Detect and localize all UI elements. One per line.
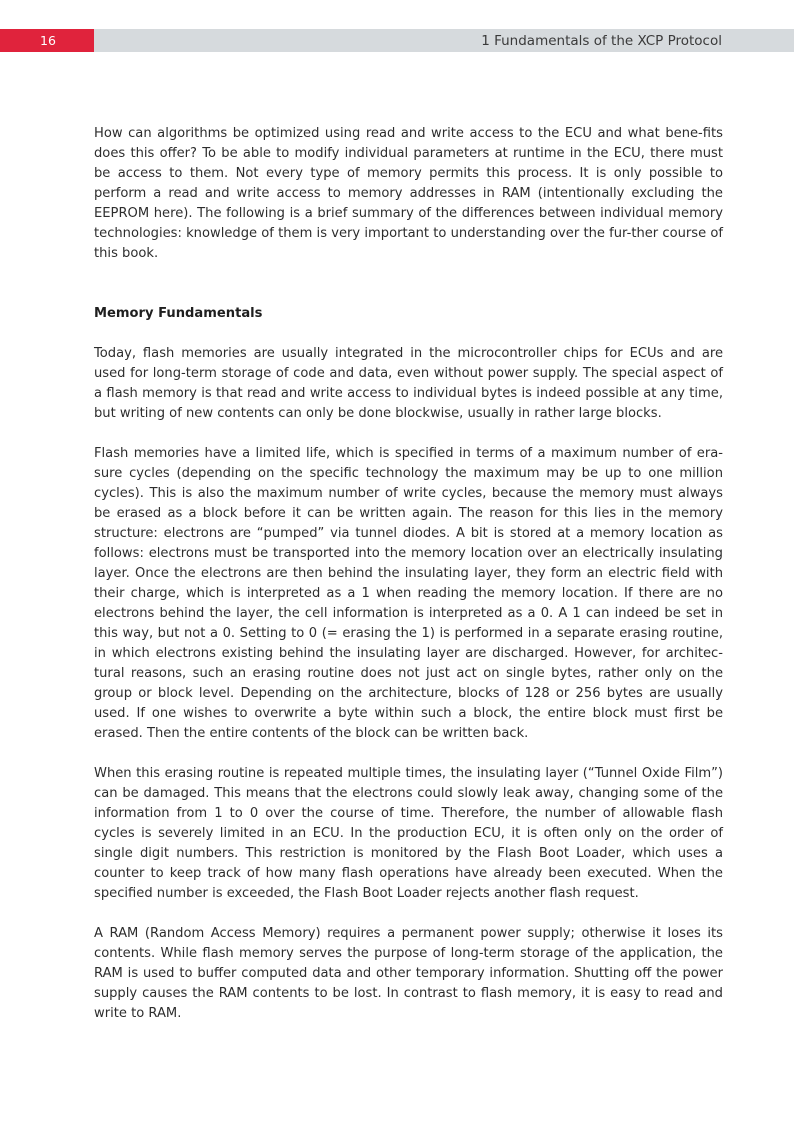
paragraph-flash-overview: Today, flash memories are usually integrated in the microcontroller chips for ECUs and are used for long-term storage of code and data, even without power supply. The special aspect of a flash memory is that read and write access to individual bytes is indeed possible at any time, but writing of new contents can only be done blockwise, usually in rather large blocks. xyxy=(94,346,723,421)
page-content xyxy=(94,124,723,1024)
paragraph-flash-lifetime: Flash memories have a limited life, which is specified in terms of a maximum number of era-sure cycles (depending on the specific technology the maximum may be up to one million cycles). This is also the maximum number of write cycles, because the memory must always be erased as a block before it can be written again. The reason for this lies in the memory structure: electrons are “pumped” via tunnel diodes. A bit is stored at a memory location as follows: electrons must be transported into the memory location over an electrically insulating layer. Once the electrons are then behind the insulating layer, they form an electric field with their charge, which is interpreted as a 1 when reading the memory location. If there are no electrons behind the layer, the cell information is interpreted as a 0. A 1 can indeed be set in this way, but not a 0. Setting to 0 (= erasing the 1) is performed in a separate erasing routine, in which electrons existing behind the insulating layer are discharged. However, for architec-tural reasons, such an erasing routine does not just act on single bytes, rather only on the group or block level. Depending on the architecture, blocks of 128 or 256 bytes are usually used. If one wishes to overwrite a byte within such a block, the entire block must first be erased. Then the entire contents of the block can be written back. xyxy=(94,446,723,741)
intro-paragraph: How can algorithms be optimized using read and write access to the ECU and what bene-fits does this offer? To be able to modify individual parameters at runtime in the ECU, there must be access to them. Not every type of memory permits this process. It is only possible to perform a read and write access to memory addresses in RAM (intentionally excluding the EEPROM here). The following is a brief summary of the differences between individual memory technologies: knowledge of them is very important to understanding over the fur-ther course of this book. xyxy=(94,126,723,261)
section-heading: Memory Fundamentals xyxy=(94,306,263,321)
paragraph-ram: A RAM (Random Access Memory) requires a permanent power supply; otherwise it loses its contents. While flash memory serves the purpose of long-term storage of the application, the RAM is used to buffer computed data and other temporary information. Shutting off the power supply causes the RAM contents to be lost. In contrast to flash memory, it is easy to read and write to RAM. xyxy=(94,926,723,1021)
page-header xyxy=(0,29,794,52)
paragraph-erasing-routine: When this erasing routine is repeated multiple times, the insulating layer (“Tunnel Oxide Film”) can be damaged. This means that the electrons could slowly leak away, changing some of the information from 1 to 0 over the course of time. Therefore, the number of allowable flash cycles is severely limited in an ECU. In the production ECU, it is often only on the order of single digit numbers. This restriction is monitored by the Flash Boot Loader, which uses a counter to keep track of how many flash operations have already been executed. When the specified number is exceeded, the Flash Boot Loader rejects another flash request. xyxy=(94,766,723,901)
running-header-title: 1 Fundamentals of the XCP Protocol xyxy=(481,33,722,49)
page-number-badge xyxy=(0,29,94,52)
page-number: 16 xyxy=(40,33,56,48)
